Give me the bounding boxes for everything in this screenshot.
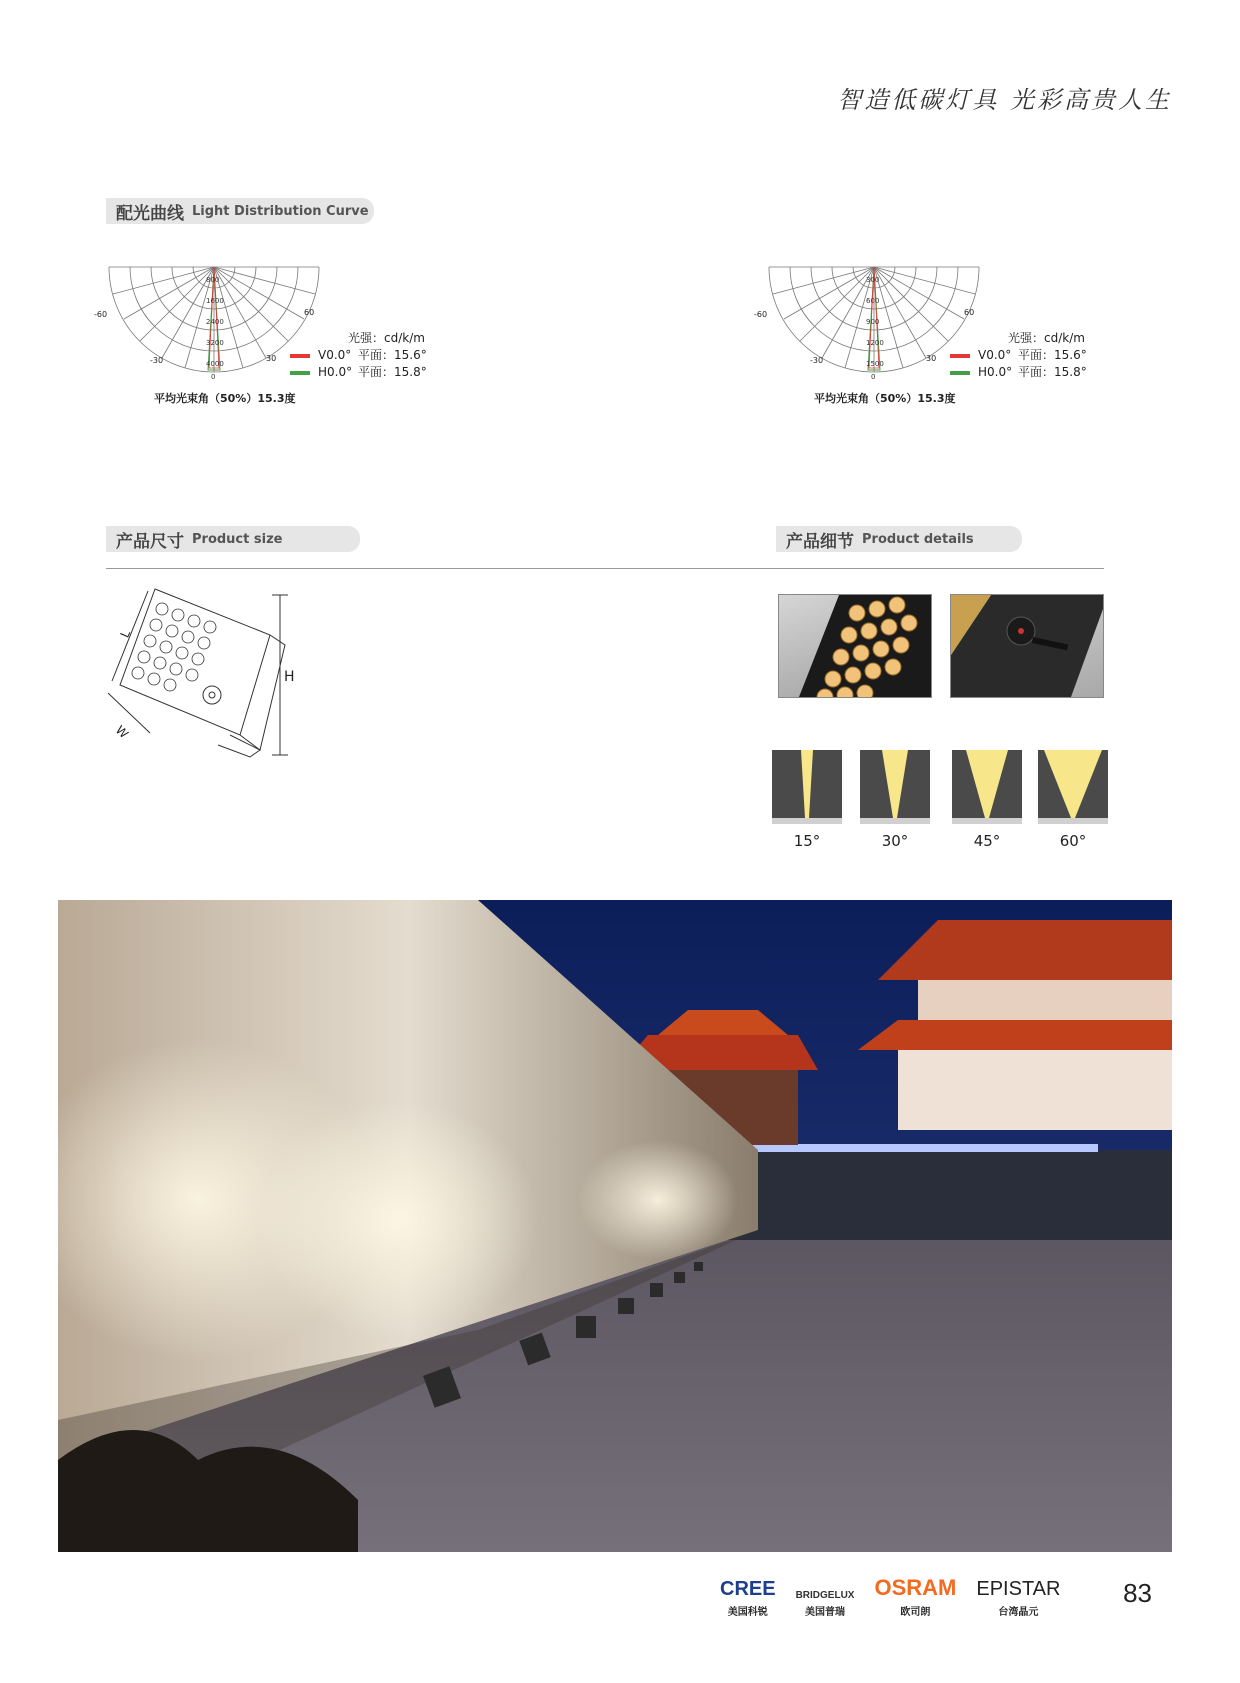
h-plane: 平面：15.8° bbox=[1018, 365, 1087, 379]
page-number: 83 bbox=[1123, 1578, 1152, 1608]
tick-label: 1500 bbox=[866, 360, 884, 368]
application-photo bbox=[58, 900, 1172, 1552]
brand-cree bbox=[720, 1578, 776, 1618]
tick-label: 3200 bbox=[206, 339, 224, 347]
led-array-image bbox=[779, 595, 931, 697]
v-plane: 平面：15.6° bbox=[358, 348, 427, 362]
section-divider bbox=[106, 568, 1104, 569]
h-label: H0.0° bbox=[978, 365, 1013, 379]
section-tab-curve bbox=[106, 198, 374, 224]
brand-osram bbox=[874, 1575, 956, 1618]
osram-logo: OSRAM bbox=[874, 1575, 957, 1600]
section-title-en: Product details bbox=[862, 531, 974, 547]
angle-label: 0 bbox=[211, 373, 216, 381]
section-tab-details bbox=[776, 526, 1022, 552]
dimension-w-label: W bbox=[112, 722, 132, 742]
angle-label: 60 bbox=[964, 308, 975, 317]
beam-60-icon bbox=[1038, 750, 1108, 828]
light-curve-2 bbox=[754, 262, 1124, 422]
curve-legend bbox=[950, 330, 1087, 381]
section-title-zh: 产品细节 bbox=[786, 531, 854, 552]
tick-label: 4000 bbox=[206, 360, 224, 368]
tick-label: 2400 bbox=[206, 318, 224, 326]
bracket-image bbox=[951, 595, 1103, 697]
angle-label: 60 bbox=[304, 308, 315, 317]
angle-label: -60 bbox=[754, 310, 768, 319]
h-label: H0.0° bbox=[318, 365, 353, 379]
h-plane: 平面：15.8° bbox=[358, 365, 427, 379]
brand-cn-label: 美国科锐 bbox=[727, 1607, 768, 1618]
dimension-h-label: H bbox=[284, 669, 295, 685]
brand-epistar bbox=[976, 1578, 1060, 1618]
product-line-drawing bbox=[100, 585, 300, 765]
beam-30-icon bbox=[860, 750, 930, 828]
v-label: V0.0° bbox=[318, 348, 352, 362]
section-title-en: Product size bbox=[192, 531, 283, 547]
brand-logos bbox=[720, 1575, 1060, 1618]
tick-label: 1600 bbox=[206, 297, 224, 305]
angle-label: 30 bbox=[926, 354, 937, 363]
tick-label: 1200 bbox=[866, 339, 884, 347]
tick-label: 300 bbox=[866, 276, 880, 284]
brand-bridgelux bbox=[796, 1590, 855, 1618]
brand-cn-label: 台湾晶元 bbox=[998, 1607, 1039, 1618]
tick-label: 900 bbox=[866, 318, 880, 326]
beam-angle-caption: 平均光束角（50%）15.3度 bbox=[154, 392, 296, 405]
intensity-unit: 光强：cd/k/m bbox=[1008, 331, 1085, 345]
detail-photo-bracket bbox=[950, 594, 1104, 698]
section-title-zh: 配光曲线 bbox=[116, 203, 184, 224]
v-line-swatch bbox=[950, 354, 970, 358]
angle-label: 0 bbox=[871, 373, 876, 381]
epistar-logo: EPISTAR bbox=[976, 1578, 1061, 1600]
beam-15-label: 15° bbox=[793, 832, 821, 850]
section-title-zh: 产品尺寸 bbox=[116, 531, 184, 552]
v-label: V0.0° bbox=[978, 348, 1012, 362]
v-line-swatch bbox=[290, 354, 310, 358]
angle-label: 30 bbox=[266, 354, 277, 363]
h-line-swatch bbox=[290, 371, 310, 375]
tick-label: 800 bbox=[206, 276, 220, 284]
night-scene-image bbox=[58, 900, 1172, 1552]
light-curve-1 bbox=[94, 262, 464, 422]
tick-label: 600 bbox=[866, 297, 880, 305]
dimension-l-label: L bbox=[117, 628, 134, 640]
brand-cn-label: 欧司朗 bbox=[900, 1607, 931, 1618]
angle-label: -30 bbox=[150, 356, 164, 365]
brand-cn-label: 美国普瑞 bbox=[805, 1607, 846, 1618]
beam-60-label: 60° bbox=[1059, 832, 1087, 850]
v-plane: 平面：15.6° bbox=[1018, 348, 1087, 362]
beam-45-label: 45° bbox=[973, 832, 1001, 850]
beam-30-label: 30° bbox=[881, 832, 909, 850]
beam-angle-caption: 平均光束角（50%）15.3度 bbox=[814, 392, 956, 405]
section-tab-size bbox=[106, 526, 360, 552]
angle-label: -30 bbox=[810, 356, 824, 365]
section-title-en: Light Distribution Curve bbox=[192, 203, 369, 219]
beam-15-icon bbox=[772, 750, 842, 828]
detail-photo-front bbox=[778, 594, 932, 698]
angle-label: -60 bbox=[94, 310, 108, 319]
cree-logo: CREE bbox=[720, 1578, 776, 1600]
header-slogan: 智造低碳灯具 光彩高贵人生 bbox=[837, 86, 1172, 114]
beam-45-icon bbox=[952, 750, 1022, 828]
curve-legend bbox=[290, 330, 427, 381]
h-line-swatch bbox=[950, 371, 970, 375]
intensity-unit: 光强：cd/k/m bbox=[348, 331, 425, 345]
product-dimension-drawing bbox=[100, 585, 300, 769]
bridgelux-logo: BRIDGELUX bbox=[795, 1590, 855, 1601]
